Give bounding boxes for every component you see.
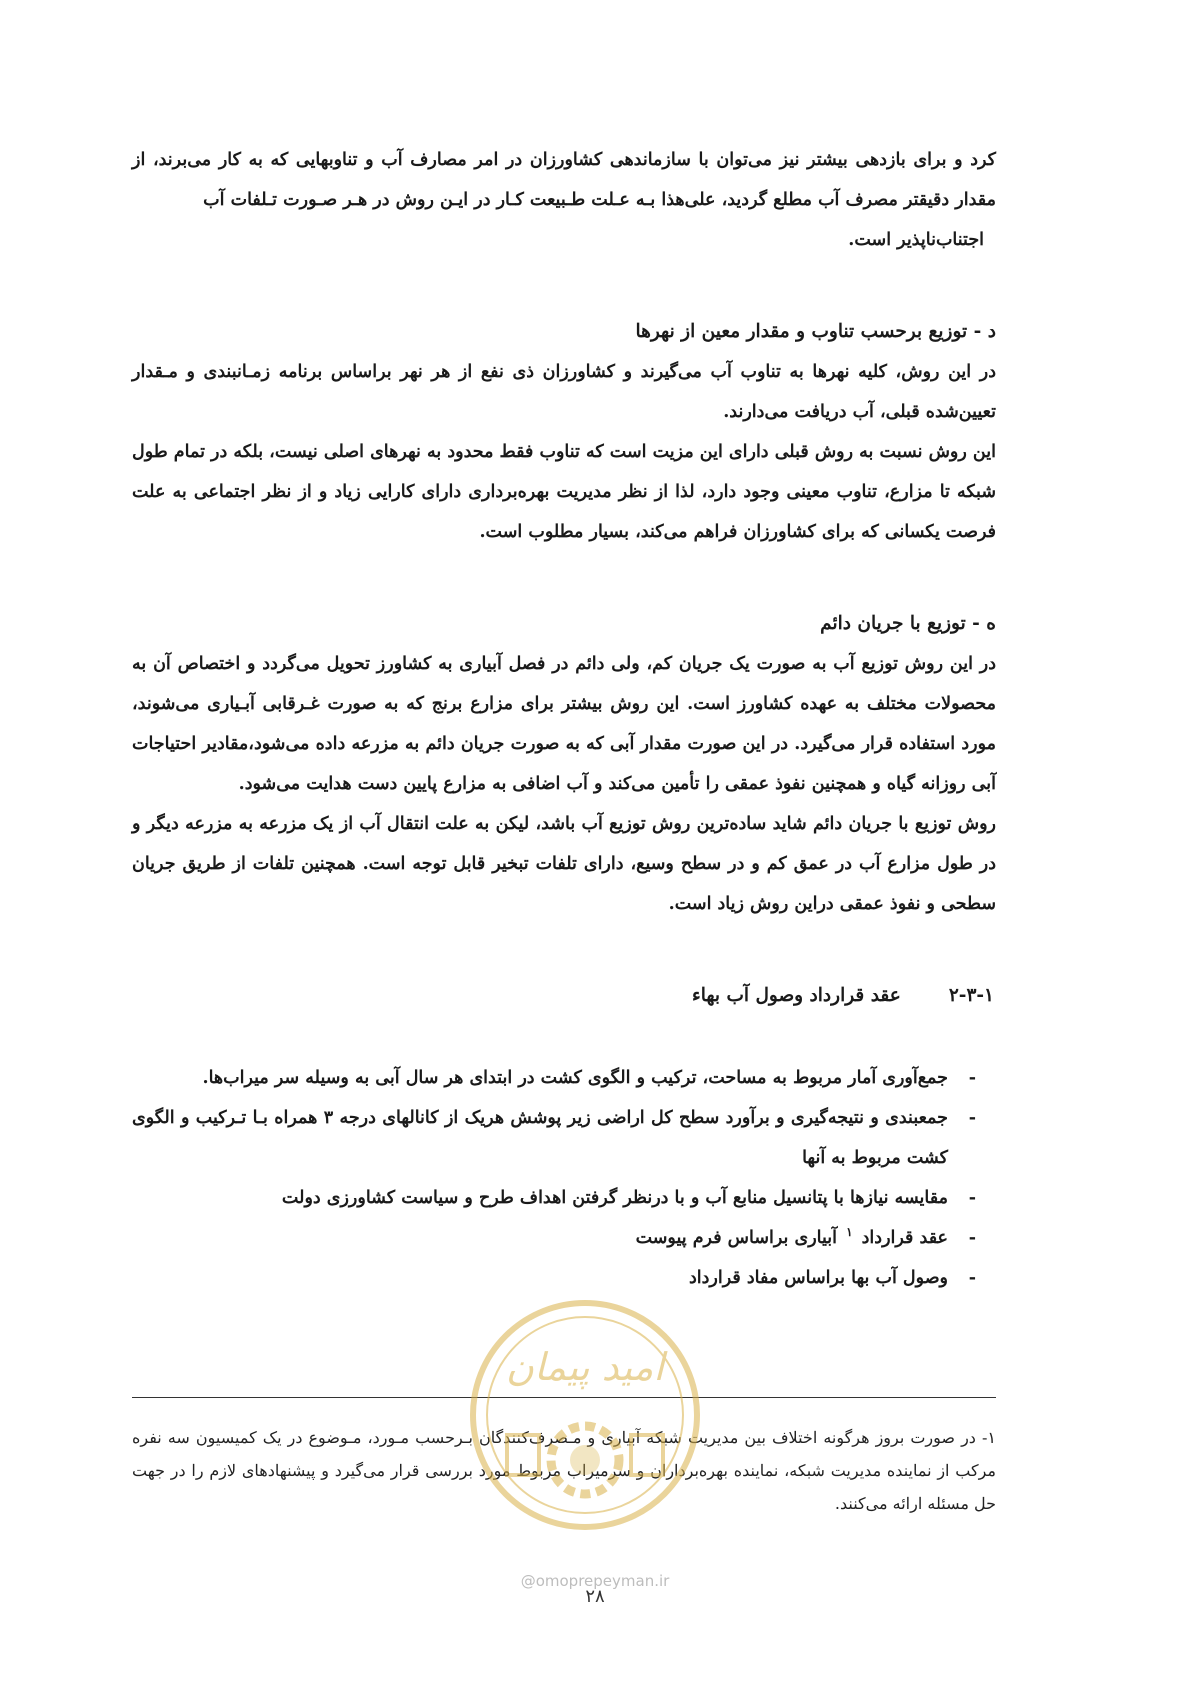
bullet-list	[132, 1058, 996, 1298]
section-h-paragraph-1: در این روش توزیع آب به صورت یک جریان کم، ولی دائم در فصل آبیاری به کشاورز تحویل می‌گردد و اختصاص آن به محصولات مختلف به عهده کشاورز است. این روش بیشتر برای مزارع برنج که به صورت غـرقابی آبـیاری می‌شوند، مورد استفاده قرار می‌گیرد. در این صورت مقدار آبی که به صورت جریان دائم به مزرعه داده می‌شود،مقادیر احتیاجات آبی روزانه گیاه و همچنین نفوذ عمقی را تأمین می‌کند و آب اضافی به مزارع پایین دست هدایت می‌شود.	[132, 654, 996, 794]
footnote-divider	[132, 1397, 996, 1398]
section-number: ۲-۳-۱	[948, 985, 994, 1006]
footnote-reference[interactable]: ۱	[846, 1225, 853, 1240]
list-item-text: آبیاری براساس فرم پیوست	[635, 1228, 837, 1248]
spacer	[132, 552, 996, 604]
bullet-dash: -	[968, 1228, 976, 1248]
section-d-paragraph-1: در این روش، کلیه نهرها به تناوب آب می‌گیرند و کشاورزان ذی نفع از هر نهر براساس برنامه زمـانبندی و مـقدار تعیین‌شده قبلی، آب دریافت می‌دارند.	[132, 362, 996, 422]
list-item-text: جمعبندی و نتیجه‌گیری و برآورد سطح کل اراضی زیر پوشش هریک از کانالهای درجه ۳ همراه بـا تـرکیب و الگوی کشت مربوط به آنها	[132, 1108, 948, 1168]
section-h-paragraph-2: روش توزیع با جریان دائم شاید ساده‌ترین روش توزیع آب باشد، لیکن به علت انتقال آب از یک مزرعه به مزرعه دیگر و در طول مزارع آب در عمق کم و در سطح وسیع، دارای تلفات تبخیر قابل توجه است. همچنین تلفات از طریق جریان سطحی و نفوذ عمقی دراین روش زیاد است.	[132, 814, 996, 914]
list-item-text: عقد قرارداد	[861, 1228, 948, 1248]
page-number: ۲۸	[585, 1586, 605, 1607]
list-item	[132, 1098, 976, 1178]
bullet-dash: -	[968, 1108, 976, 1128]
list-item-text: مقایسه نیازها با پتانسیل منابع آب و با درنظر گرفتن اهداف طرح و سیاست کشاورزی دولت	[281, 1188, 948, 1208]
spacer	[132, 924, 996, 976]
section-d-heading: د - توزیع برحسب تناوب و مقدار معین از نهرها	[635, 321, 996, 342]
page-body	[132, 140, 996, 1298]
footnote-text: ۱- در صورت بروز هرگونه اختلاف بین مدیریت شبکه آبیاری و مـصرف‌کنندگان بـرحسب مـورد، مـوضوع در یک کمیسیون سه نفره مرکب از نماینده مدیریت شبکه، نماینده بهره‌برداران و سرمیراب مربوط مورد بررسی قرار می‌گیرد و پیشنهادهای لازم را در جهت حل مسئله ارائه می‌کنند.	[132, 1428, 996, 1513]
spacer	[132, 1016, 996, 1058]
section-h-heading: ه - توزیع با جریان دائم	[820, 613, 996, 634]
watermark-url: @omoprepeyman.ir	[520, 1572, 670, 1590]
intro-paragraph: کرد و برای بازدهی بیشتر نیز می‌توان با سازماندهی کشاورزان در امر مصارف آب و تناوبهایی که به کار می‌برند، از مقدار دقیقتر مصرف آب مطلع گردید، علی‌هذا بـه عـلت طـبیعت کـار در ایـن روش در هـر صـورت تـلفات آب	[132, 150, 996, 210]
list-item	[132, 1178, 976, 1218]
section-d-paragraph-2: این روش نسبت به روش قبلی دارای این مزیت است که تناوب فقط محدود به نهرهای اصلی نیست، بلکه در تمام طول شبکه تا مزارع، تناوب معینی وجود دارد، لذا از نظر مدیریت بهره‌برداری دارای کارایی زیاد و از نظر اجتماعی به علت فرصت یکسانی که برای کشاورزان فراهم می‌کند، بسیار مطلوب است.	[132, 442, 996, 542]
section-title: عقد قرارداد وصول آب بهاء	[692, 985, 901, 1006]
bullet-dash: -	[968, 1268, 976, 1288]
bullet-dash: -	[968, 1188, 976, 1208]
list-item	[132, 1258, 976, 1298]
list-item-text: جمع‌آوری آمار مربوط به مساحت، ترکیب و الگوی کشت در ابتدای هر سال آبی به وسیله سر میراب‌ها.	[202, 1068, 948, 1088]
list-item-text: وصول آب بها براساس مفاد قرارداد	[688, 1268, 948, 1288]
spacer	[132, 260, 996, 312]
bullet-dash: -	[968, 1068, 976, 1088]
list-item	[132, 1218, 976, 1258]
list-item	[132, 1058, 976, 1098]
watermark-logo-text: امید پیمان	[506, 1345, 664, 1389]
intro-last-line: اجتناب‌ناپذیر است.	[848, 230, 984, 250]
section-1-3-2-heading	[132, 976, 996, 1016]
